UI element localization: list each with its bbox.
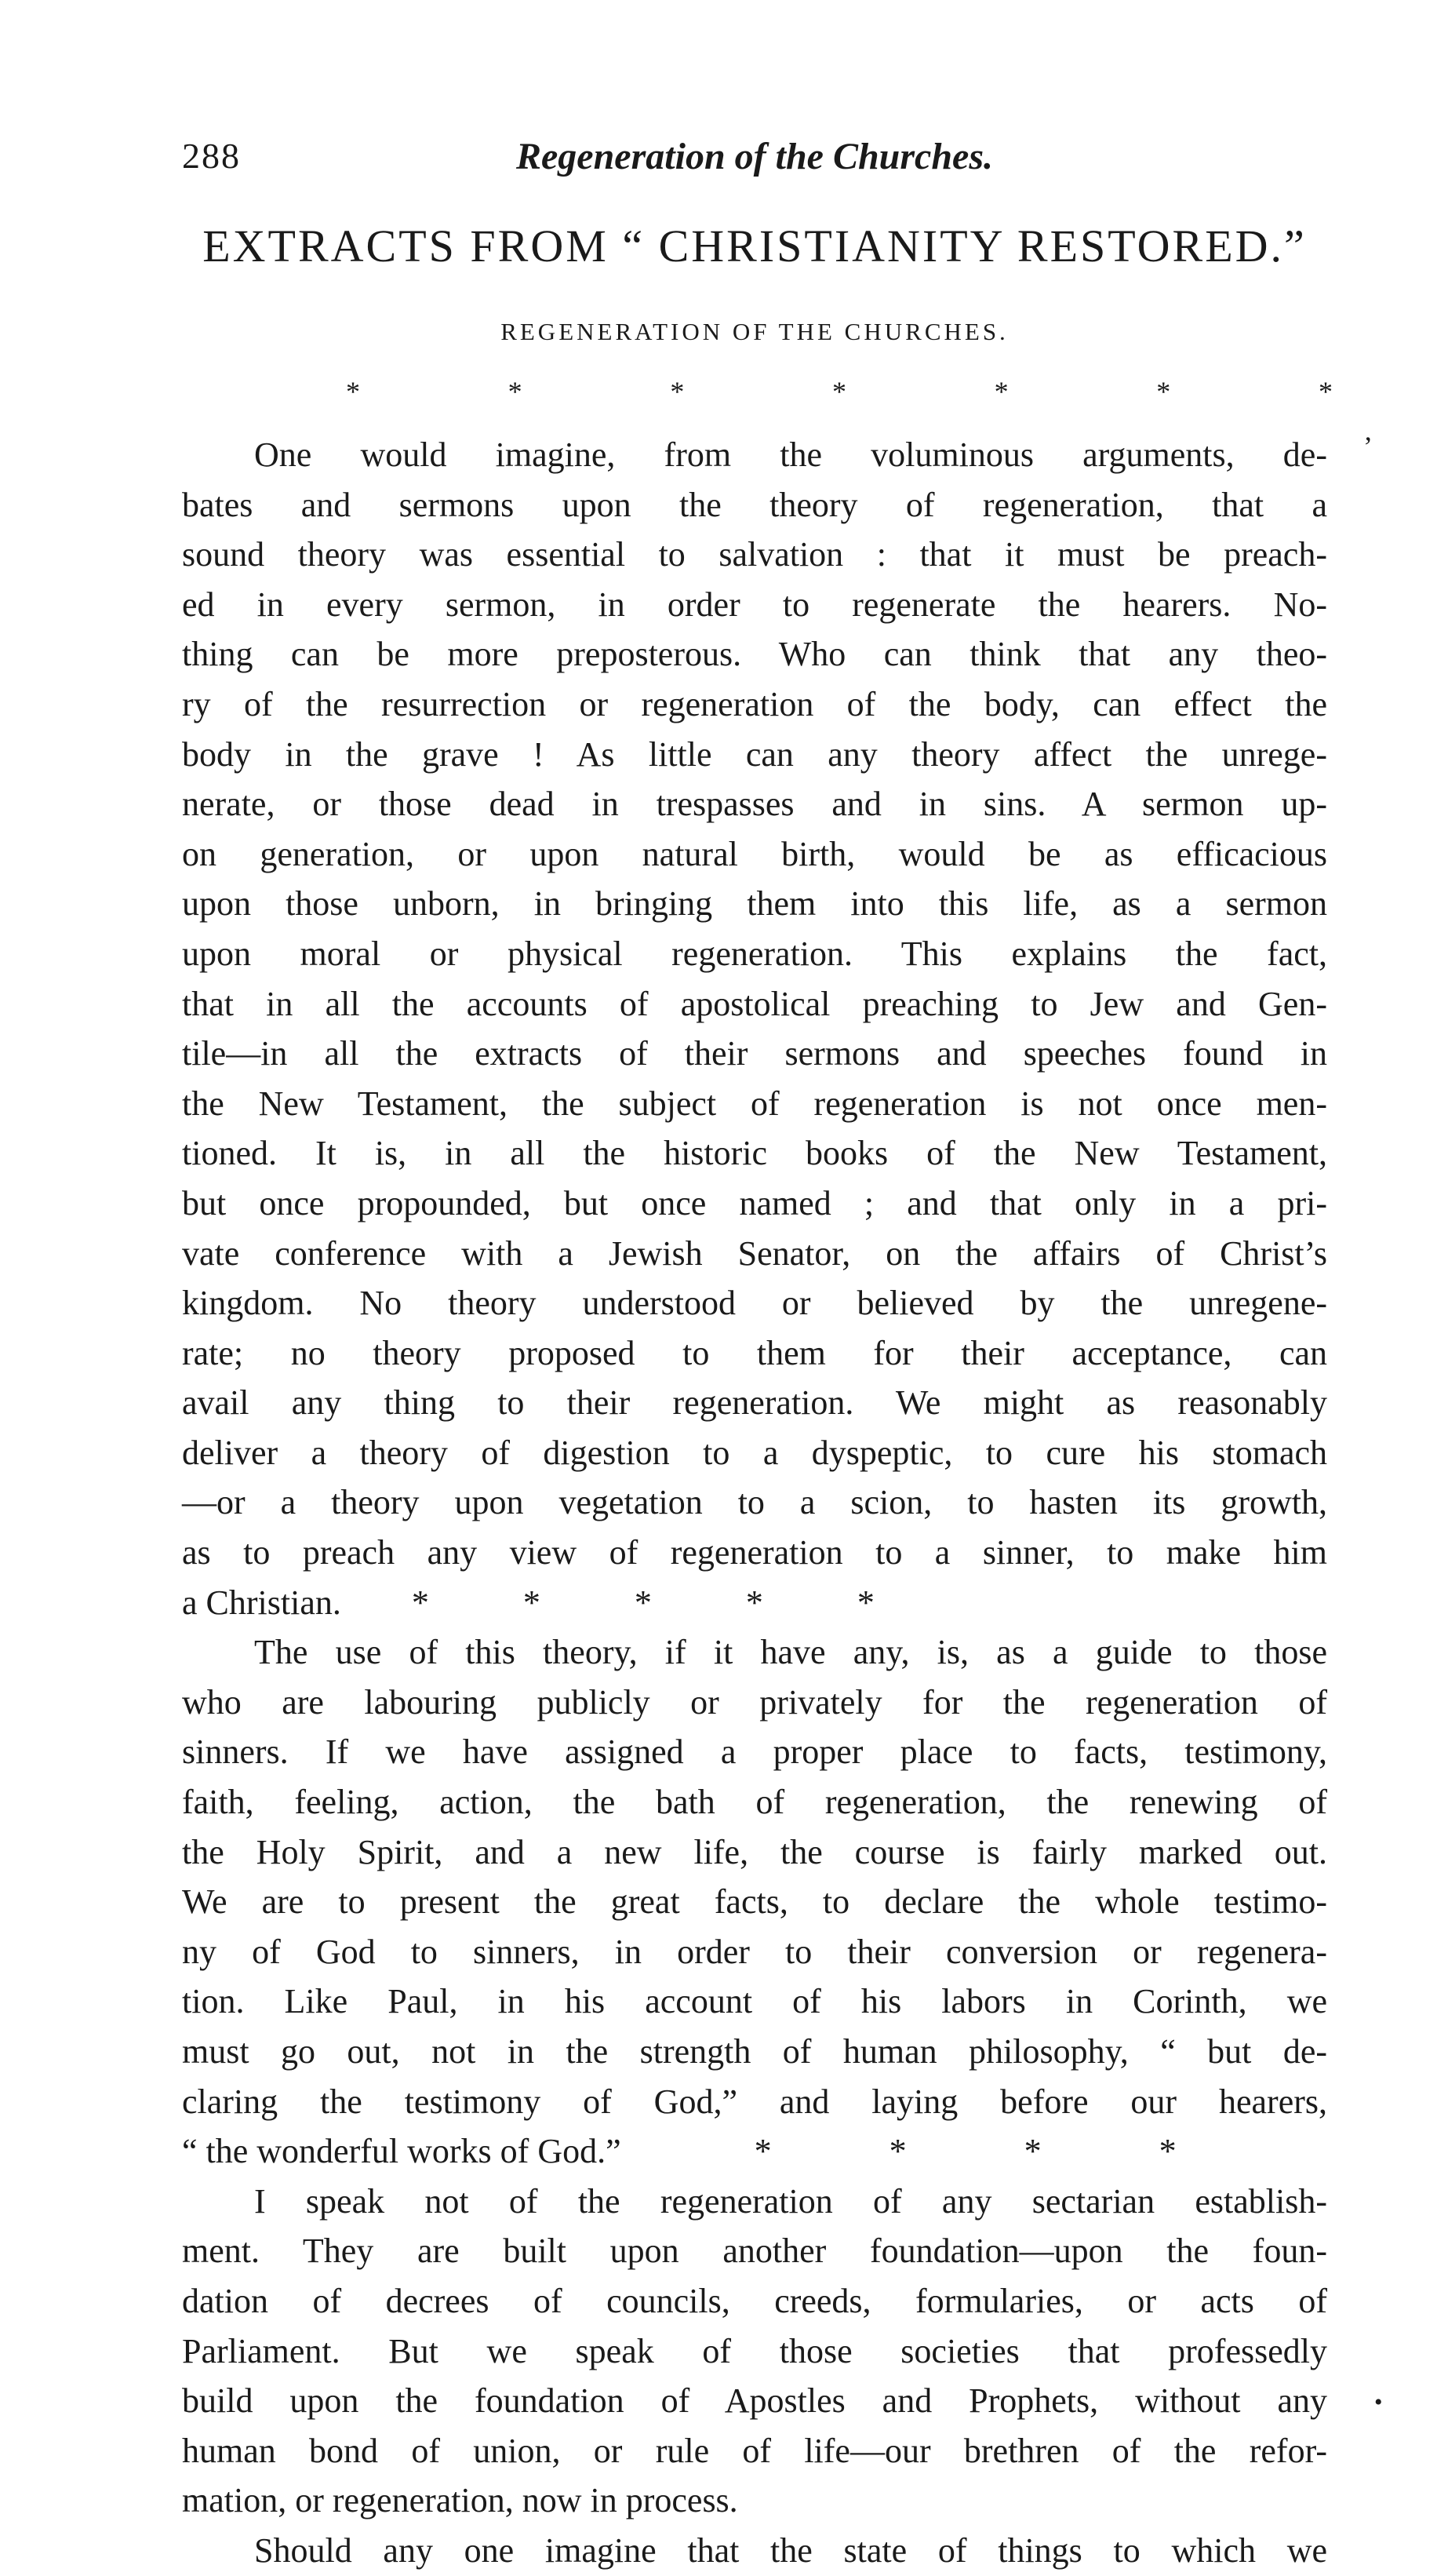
asterisk: *	[507, 376, 522, 407]
text-line: sound theory was essential to salvation : that it must be preach-	[182, 535, 1327, 574]
text-line: bates and sermons upon the theory of regeneration, that a	[182, 485, 1327, 524]
text-line: ment. They are built upon another foundation—upon the foun-	[182, 2232, 1327, 2271]
asterisk: *	[1159, 2132, 1177, 2171]
text-line: upon moral or physical regeneration. This explains the fact,	[182, 934, 1327, 973]
text-line: “ the wonderful works of God.”	[182, 2132, 621, 2171]
body-text	[182, 430, 1327, 2576]
text-line: Should any one imagine that the state of things to which we	[254, 2530, 1327, 2570]
text-line: ed in every sermon, in order to regenerate the hearers. No-	[182, 585, 1327, 624]
text-line: must go out, not in the strength of human philosophy, “ but de-	[182, 2032, 1327, 2071]
asterisk: *	[670, 376, 685, 407]
text-line: tion. Like Paul, in his account of his labors in Corinth, we	[182, 1982, 1327, 2021]
text-line: build upon the foundation of Apostles and Prophets, without any	[182, 2381, 1327, 2421]
asterisk: *	[634, 1583, 652, 1622]
text-line: kingdom. No theory understood or believed by the unregene-	[182, 1284, 1327, 1323]
asterisk: *	[1318, 376, 1333, 407]
text-line: tile—in all the extracts of their sermons and speeches found in	[182, 1034, 1327, 1073]
running-title: Regeneration of the Churches.	[515, 136, 994, 177]
asterisk: *	[857, 1583, 875, 1622]
asterisk: *	[831, 376, 846, 407]
text-line: ny of God to sinners, in order to their conversion or regenera-	[182, 1932, 1327, 1971]
text-line-with-asterisks	[182, 2126, 1327, 2177]
text-line: dation of decrees of councils, creeds, formularies, or acts of	[182, 2281, 1327, 2320]
running-head	[182, 135, 1327, 190]
text-line: upon those unborn, in bringing them into this life, as a sermon	[182, 884, 1327, 924]
text-line: The use of this theory, if it have any, is, as a guide to those	[254, 1633, 1327, 1672]
text-line: human bond of union, or rule of life—our brethren of the refor-	[182, 2431, 1327, 2470]
text-line: —or a theory upon vegetation to a scion, to hasten its growth,	[182, 1483, 1327, 1522]
section-subheading: REGENERATION OF THE CHURCHES.	[500, 318, 1009, 345]
text-line: We are to present the great facts, to declare the whole testimo-	[182, 1882, 1327, 1922]
text-line: One would imagine, from the voluminous arguments, de-	[254, 435, 1327, 474]
text-line: who are labouring publicly or privately for the regeneration of	[182, 1682, 1327, 1722]
asterisk: *	[346, 376, 360, 407]
text-line: ry of the resurrection or regeneration of the body, can effect the	[182, 684, 1327, 723]
text-line: sinners. If we have assigned a proper place to facts, testimony,	[182, 1733, 1327, 1772]
text-line: tioned. It is, in all the historic books of the New Testament,	[182, 1134, 1327, 1173]
text-line-with-asterisks	[182, 1578, 1327, 1628]
asterisk-row	[412, 1578, 875, 1628]
text-line: avail any thing to their regeneration. We might as reasonably	[182, 1383, 1327, 1423]
text-line: that in all the accounts of apostolical preaching to Jew and Gen-	[182, 984, 1327, 1023]
text-line: faith, feeling, action, the bath of regeneration, the renewing of	[182, 1783, 1327, 1822]
text-line: nerate, or those dead in trespasses and in sins. A sermon up-	[182, 785, 1327, 824]
asterisk: *	[1156, 376, 1171, 407]
asterisk-row	[755, 2126, 1177, 2177]
asterisk: *	[1024, 2132, 1042, 2171]
text-line: deliver a theory of digestion to a dyspeptic, to cure his stomach	[182, 1433, 1327, 1472]
page-number: 288	[182, 136, 241, 176]
text-line: the Holy Spirit, and a new life, the course is fairly marked out.	[182, 1832, 1327, 1871]
text-line: Parliament. But we speak of those societies that professedly	[182, 2331, 1327, 2370]
text-line: the New Testament, the subject of regeneration is not once men-	[182, 1084, 1327, 1123]
asterisk: *	[522, 1583, 540, 1622]
text-line: body in the grave ! As little can any theory affect the unrege-	[182, 734, 1327, 774]
printer-mark: •	[1374, 2389, 1383, 2415]
text-line: mation, or regeneration, now in process.	[182, 2481, 738, 2520]
text-line: I speak not of the regeneration of any sectarian establish-	[254, 2181, 1327, 2221]
text-line: a Christian.	[182, 1583, 341, 1622]
asterisk-separator	[329, 375, 1349, 408]
asterisk: *	[745, 1583, 763, 1622]
text-line: on generation, or upon natural birth, would be as efficacious	[182, 834, 1327, 873]
asterisk: *	[411, 1583, 429, 1622]
text-line: thing can be more preposterous. Who can think that any theo-	[182, 635, 1327, 674]
text-line: but once propounded, but once named ; and that only in a pri-	[182, 1183, 1327, 1222]
marginal-mark: ’	[1363, 431, 1373, 462]
text-line: claring the testimony of God,” and laying before our hearers,	[182, 2082, 1327, 2121]
asterisk: *	[754, 2132, 772, 2171]
text-line: as to preach any view of regeneration to a sinner, to make him	[182, 1533, 1327, 1572]
chapter-heading: EXTRACTS FROM “ CHRISTIANITY RESTORED.”	[202, 220, 1307, 271]
asterisk: *	[994, 376, 1009, 407]
text-line: vate conference with a Jewish Senator, on the affairs of Christ’s	[182, 1233, 1327, 1273]
text-line: rate; no theory proposed to them for their acceptance, can	[182, 1333, 1327, 1372]
asterisk: *	[889, 2132, 907, 2171]
